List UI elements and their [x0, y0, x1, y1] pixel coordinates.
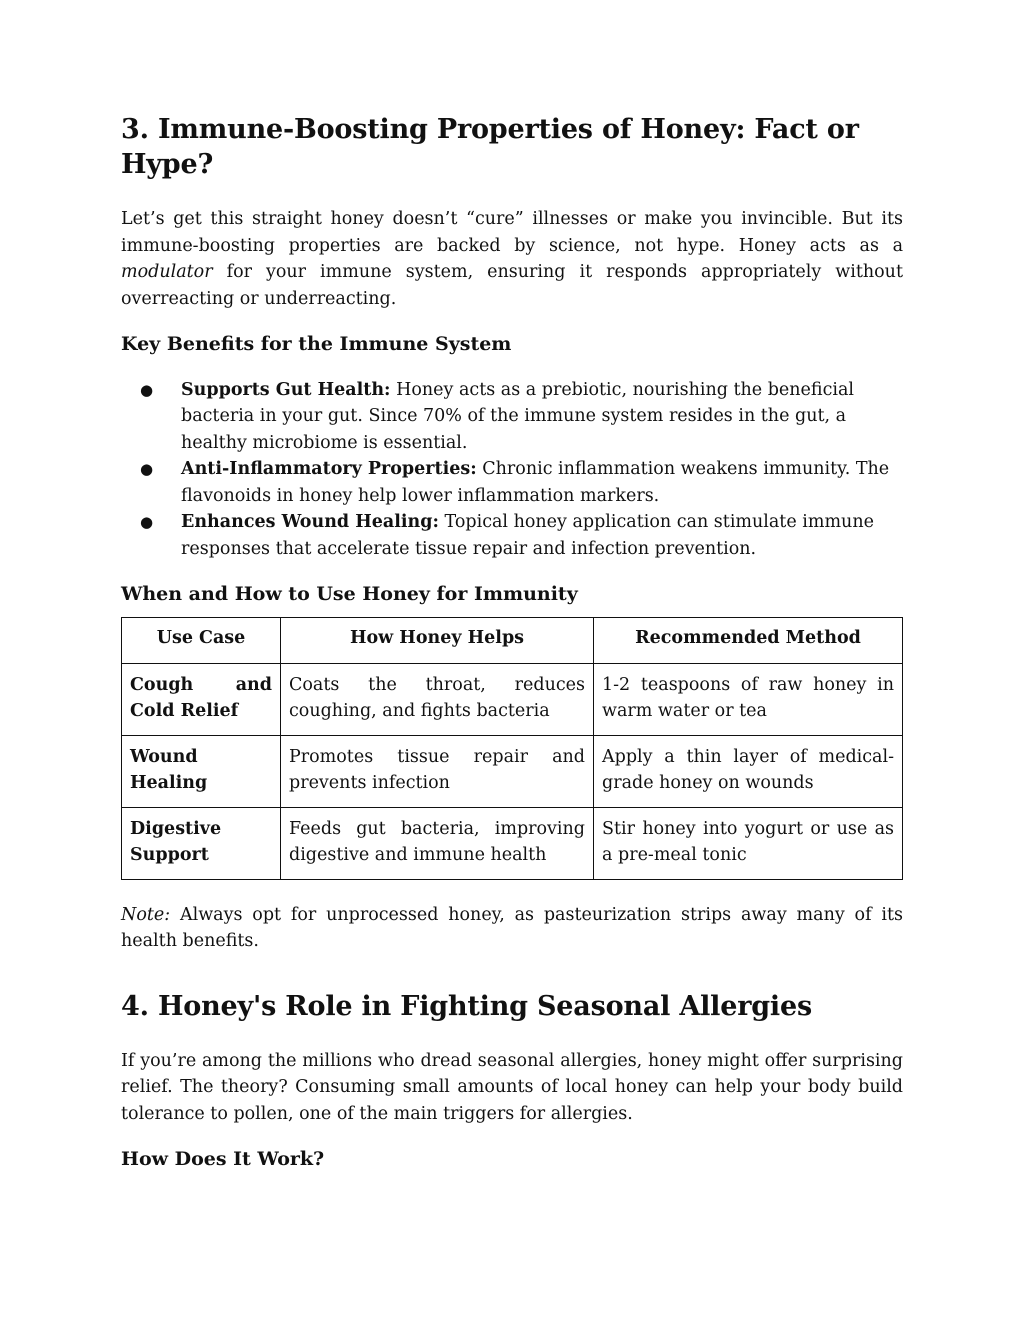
note-text: Always opt for unprocessed honey, as pasteurization strips away many of its health benefits. — [121, 904, 903, 952]
table-row — [122, 735, 903, 807]
bullet-icon: ● — [140, 460, 154, 479]
document-page — [121, 112, 903, 1192]
intro-text-2: for your immune system, ensuring it responds appropriately without overreacting or underreacting. — [121, 262, 903, 309]
table-row — [122, 807, 903, 879]
table-cell-how-honey-helps: Promotes tissue repair and prevents infection — [281, 735, 594, 807]
benefits-heading: Key Benefits for the Immune System — [121, 333, 512, 356]
table-cell-use-case: Wound Healing — [122, 735, 281, 807]
benefit-text: Chronic inflammation weakens immunity. The flavonoids in honey help lower inflammation markers. — [181, 459, 890, 506]
column-header-use-case: Use Case — [122, 618, 281, 664]
section-4-intro: If you’re among the millions who dread seasonal allergies, honey might offer surprising relief. The theory? Consuming small amounts of local honey can help your body build tolerance to pollen, one of the main triggers for allergies. — [121, 1050, 903, 1124]
table-cell-how-honey-helps: Coats the throat, reduces coughing, and fights bacteria — [281, 663, 594, 735]
bullet-icon: ● — [140, 513, 154, 532]
table-row — [122, 663, 903, 735]
note-label: Note: — [121, 904, 171, 925]
list-item — [121, 456, 903, 509]
intro-emphasis: modulator — [121, 262, 213, 283]
benefit-text: Topical honey application can stimulate immune responses that accelerate tissue repair and infection prevention. — [181, 512, 874, 559]
table-cell-use-case: Digestive Support — [122, 807, 281, 879]
section-spacer — [121, 975, 903, 989]
list-item — [121, 377, 903, 457]
bullet-icon: ● — [140, 380, 154, 399]
column-header-recommended-method: Recommended Method — [594, 618, 903, 664]
section-4-title: 4. Honey's Role in Fighting Seasonal Allergies — [121, 990, 812, 1022]
how-it-works-heading: How Does It Work? — [121, 1148, 325, 1171]
table-cell-recommended-method: Stir honey into yogurt or use as a pre-meal tonic — [594, 807, 903, 879]
immunity-table — [121, 617, 903, 880]
table-heading: When and How to Use Honey for Immunity — [121, 583, 578, 606]
benefit-title: Supports Gut Health: — [181, 379, 391, 400]
benefit-text: Honey acts as a prebiotic, nourishing the beneficial bacteria in your gut. Since 70% of the immune system resides in the gut, a healthy microbiome is essential. — [181, 379, 854, 453]
intro-text-1: Let’s get this straight honey doesn’t “cure” illnesses or make you invincible. But its immune-boosting properties are backed by science, not hype. Honey acts as a — [121, 209, 903, 256]
list-item — [121, 509, 903, 562]
table-cell-use-case: Cough and Cold Relief — [122, 663, 281, 735]
benefit-title: Enhances Wound Healing: — [181, 512, 439, 533]
table-cell-recommended-method: Apply a thin layer of medical-grade honey on wounds — [594, 735, 903, 807]
section-3-title: 3. Immune-Boosting Properties of Honey: Fact or Hype? — [121, 114, 859, 181]
section-3-intro — [121, 206, 903, 312]
benefit-title: Anti-Inflammatory Properties: — [181, 459, 477, 480]
table-cell-recommended-method: 1-2 teaspoons of raw honey in warm water or tea — [594, 663, 903, 735]
table-header-row — [122, 618, 903, 664]
column-header-how-honey-helps: How Honey Helps — [281, 618, 594, 664]
note-paragraph — [121, 902, 903, 955]
table-cell-how-honey-helps: Feeds gut bacteria, improving digestive and immune health — [281, 807, 594, 879]
benefits-list — [121, 377, 903, 563]
